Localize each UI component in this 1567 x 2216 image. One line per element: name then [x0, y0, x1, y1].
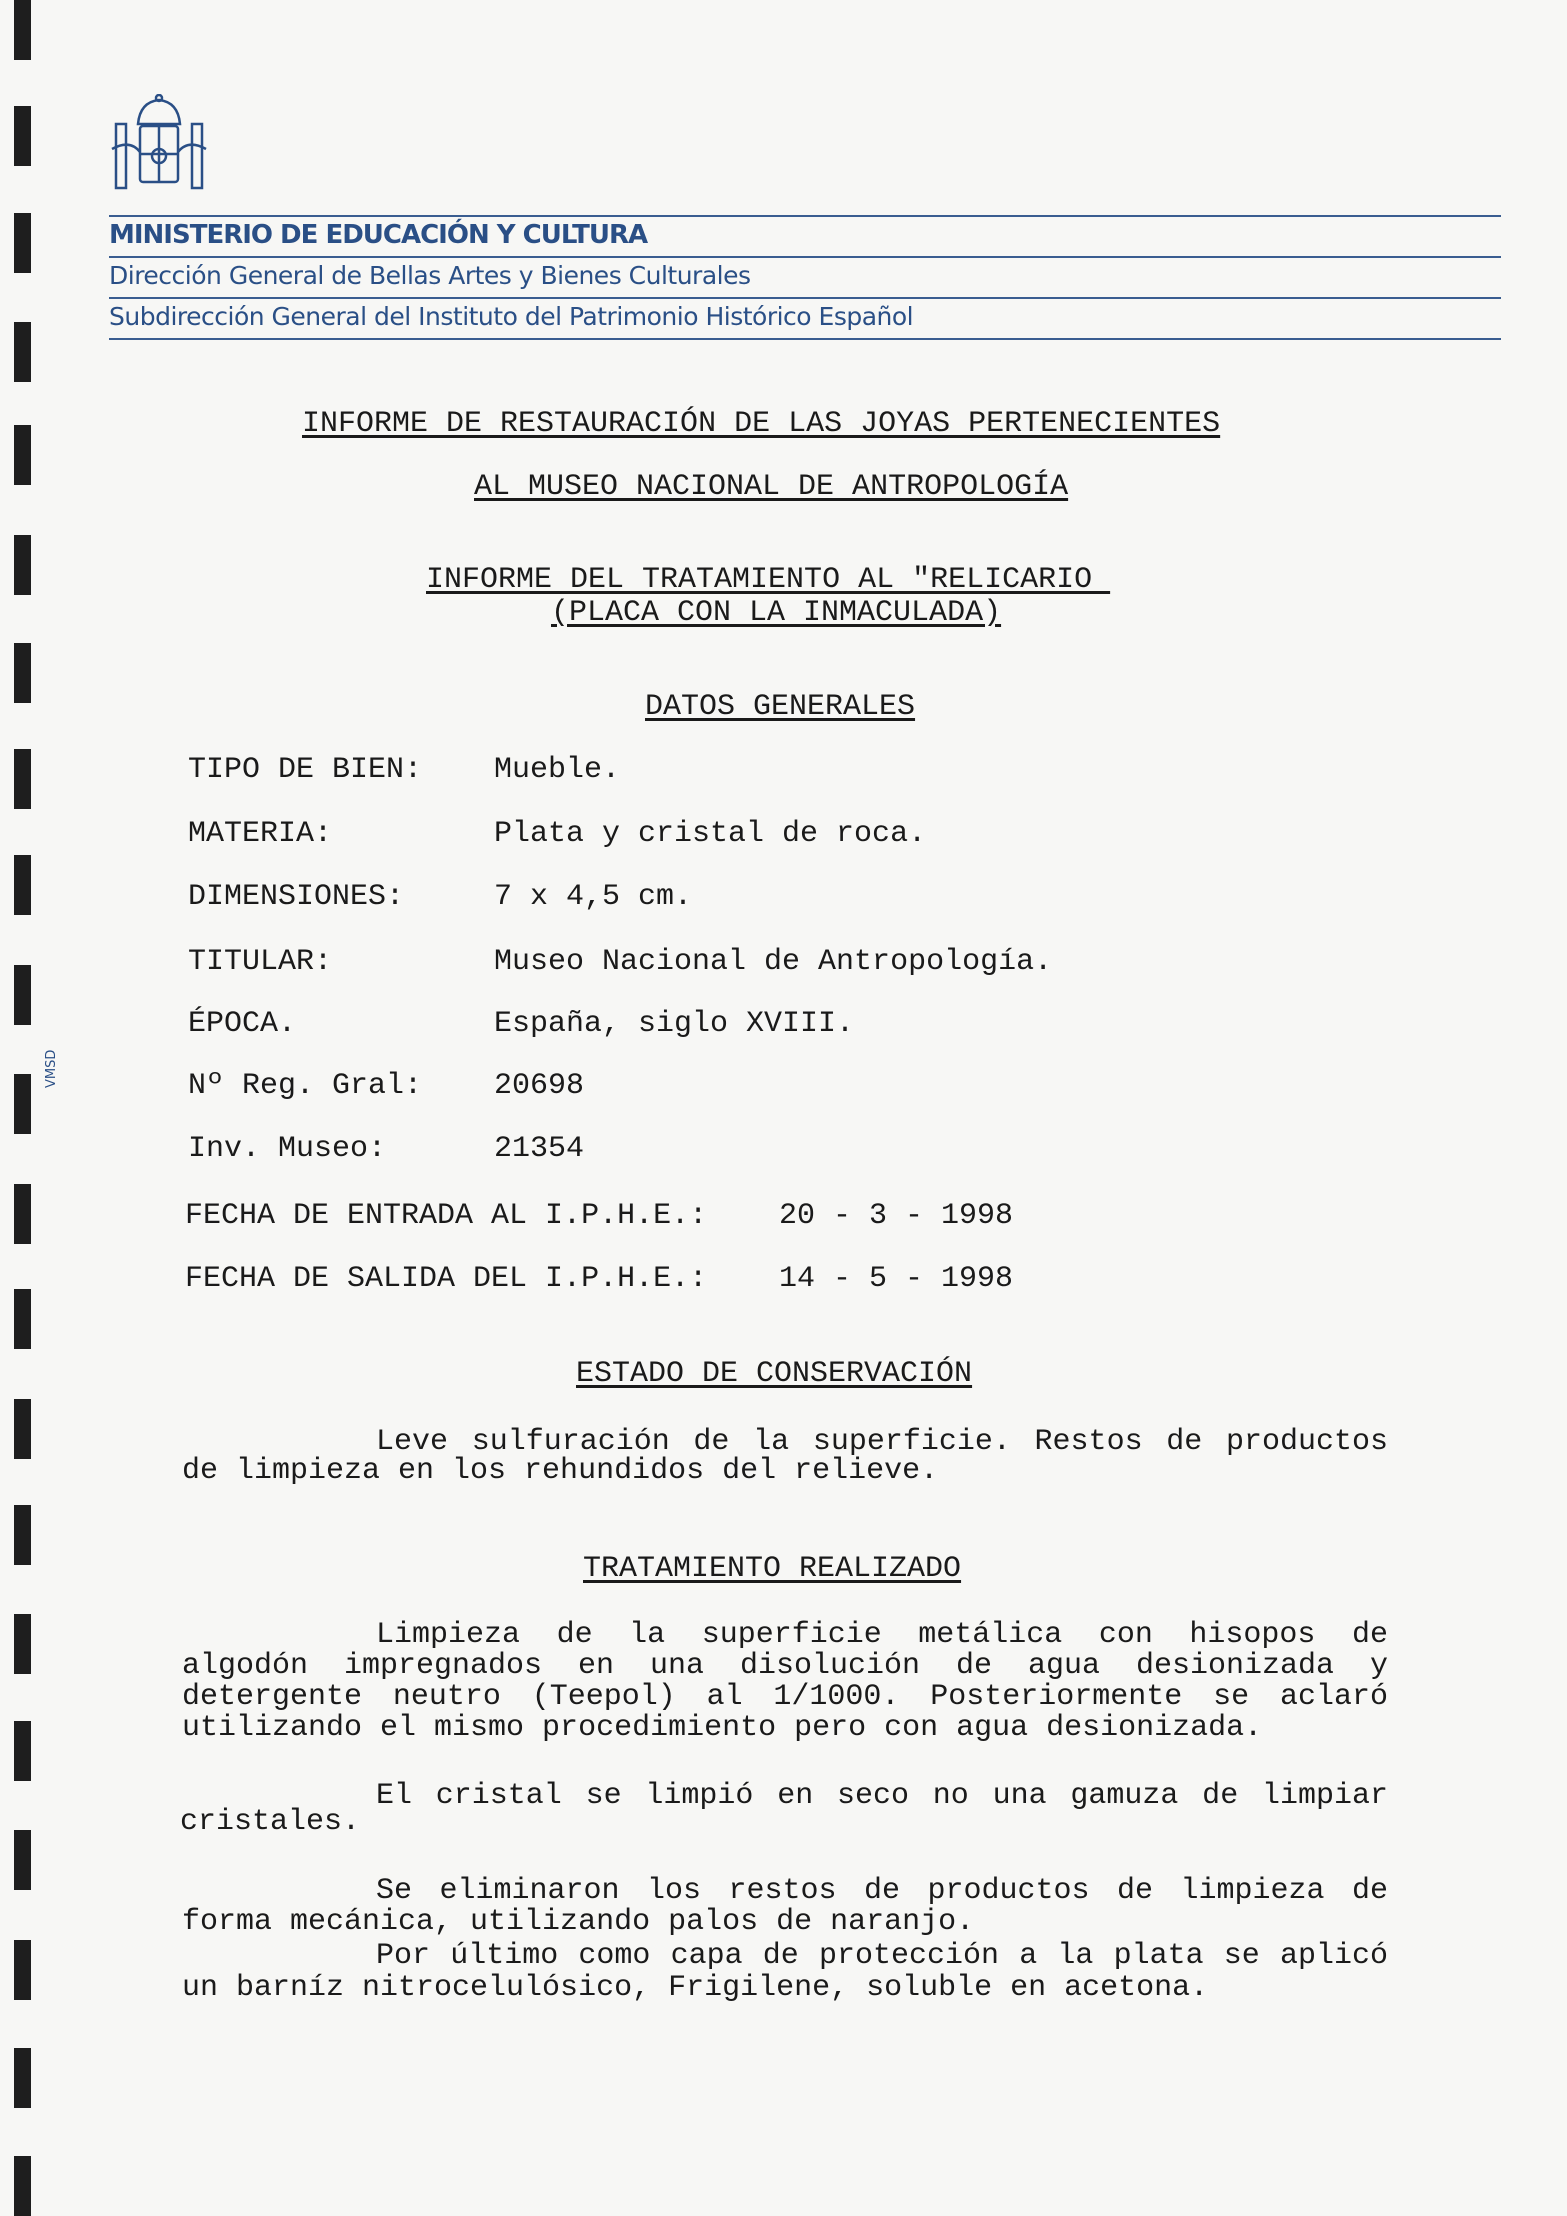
binder-hole [14, 1289, 31, 1349]
paragraph-line: forma mecánica, utilizando palos de naranjo. [182, 1905, 975, 1939]
field-value: España, siglo XVIII. [494, 1007, 855, 1041]
field-label: TIPO DE BIEN: [188, 753, 423, 787]
binder-hole [14, 322, 31, 382]
paragraph-line: un barníz nitrocelulósico, Frigilene, soluble en acetona. [182, 1971, 1209, 2005]
field-label: MATERIA: [188, 817, 333, 851]
field-label: Inv. Museo: [188, 1132, 387, 1166]
ministry-name: MINISTERIO DE EDUCACIÓN Y CULTURA [109, 220, 648, 250]
binder-hole [14, 1074, 31, 1134]
fecha-salida-value: 14 - 5 - 1998 [779, 1262, 1014, 1296]
subdirection-name: Subdirección General del Instituto del Patrimonio Histórico Español [109, 302, 914, 331]
field-value: Plata y cristal de roca. [494, 817, 927, 851]
letterhead-rule [109, 297, 1501, 299]
coat-of-arms-logo [110, 94, 208, 194]
margin-mark: VMSD [44, 1049, 59, 1088]
binder-hole [14, 1830, 31, 1890]
binder-hole [14, 1614, 31, 1674]
field-label: ÉPOCA. [188, 1007, 297, 1041]
report-title-line1: INFORME DE RESTAURACIÓN DE LAS JOYAS PERTENECIENTES [302, 407, 1221, 441]
paragraph-line: El cristal se limpió en seco no una gamuza de limpiar [376, 1779, 1388, 1813]
binder-hole [14, 749, 31, 809]
paragraph-line: Limpieza de la superficie metálica con hisopos de [376, 1618, 1388, 1652]
paragraph-line: Se eliminaron los restos de productos de limpieza de [376, 1874, 1388, 1908]
datos-heading: DATOS GENERALES [645, 690, 916, 724]
paragraph-line: algodón impregnados en una disolución de agua desionizada y [182, 1649, 1388, 1683]
field-label: TITULAR: [188, 945, 333, 979]
field-value: Mueble. [494, 753, 621, 787]
paragraph-line: Leve sulfuración de la superficie. Restos de productos [376, 1425, 1388, 1459]
paragraph-line: cristales. [180, 1805, 361, 1839]
binder-hole [14, 213, 31, 273]
paragraph-line: Por último como capa de protección a la plata se aplicó [376, 1939, 1388, 1973]
binder-hole [14, 855, 31, 915]
binder-hole [14, 965, 31, 1025]
letterhead-rule [109, 215, 1501, 217]
binder-hole [14, 2156, 31, 2216]
binder-hole [14, 535, 31, 595]
binder-hole [14, 1505, 31, 1565]
report-subtitle-line1: INFORME DEL TRATAMIENTO AL "RELICARIO [426, 563, 1111, 597]
binder-hole [14, 1399, 31, 1459]
binder-hole [14, 1940, 31, 2000]
fecha-salida-label: FECHA DE SALIDA DEL I.P.H.E.: [185, 1262, 708, 1296]
paragraph-line: detergente neutro (Teepol) al 1/1000. Posteriormente se aclaró [182, 1680, 1388, 1714]
binder-hole [14, 0, 31, 60]
binder-hole [14, 2048, 31, 2108]
binder-hole [14, 425, 31, 485]
binder-hole [14, 1184, 31, 1244]
letterhead-rule [109, 338, 1501, 340]
binder-hole [14, 1721, 31, 1781]
field-value: 7 x 4,5 cm. [494, 880, 693, 914]
fecha-entrada-value: 20 - 3 - 1998 [779, 1199, 1014, 1233]
report-title-line2: AL MUSEO NACIONAL DE ANTROPOLOGÍA [474, 470, 1069, 504]
binder-hole [14, 643, 31, 703]
field-label: Nº Reg. Gral: [188, 1069, 423, 1103]
tratamiento-heading: TRATAMIENTO REALIZADO [583, 1552, 962, 1586]
direction-name: Dirección General de Bellas Artes y Bienes Culturales [109, 261, 751, 290]
letterhead-rule [109, 256, 1501, 258]
field-label: DIMENSIONES: [188, 880, 405, 914]
fecha-entrada-label: FECHA DE ENTRADA AL I.P.H.E.: [185, 1199, 708, 1233]
paragraph-line: utilizando el mismo procedimiento pero con agua desionizada. [182, 1711, 1263, 1745]
paragraph-line: de limpieza en los rehundidos del relieve. [182, 1454, 939, 1488]
field-value: 21354 [494, 1132, 585, 1166]
report-subtitle-line2: (PLACA CON LA INMACULADA) [551, 596, 1002, 630]
field-value: Museo Nacional de Antropología. [494, 945, 1053, 979]
field-value: 20698 [494, 1069, 585, 1103]
binder-hole [14, 106, 31, 166]
estado-heading: ESTADO DE CONSERVACIÓN [576, 1357, 973, 1391]
